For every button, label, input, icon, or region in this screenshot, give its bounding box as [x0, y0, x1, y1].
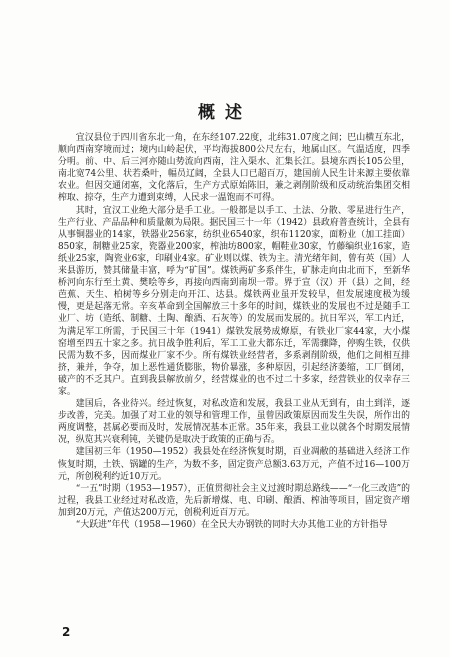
paragraph-5: “一五”时期（1953—1957），正值贯彻社会主义过渡时期总路线——“一化三改造”的过程，我县工业经过对私改造，先后新增煤、电、印刷、酿酒、榨油等项目，固定资产增加到20万元，产值达200万元，创税利近百万元。 [58, 483, 410, 518]
body-text [58, 132, 410, 531]
paragraph-2: 其时，宜汉工业绝大部分是手工业。一般都是以手工、土法、分散、零星进行生产，生产行业、产品品种和质量颇为局限。据民国三十一年（1942）县政府普查统计，全县有从事铜器业的14家，铁器业256家，纺织业6540家，织布1120家，面粉业（加工挂面）850家，制糖业25家，瓷器业200家，榨油坊800家，帽鞋业30家，竹藤编织业16家，造纸业25家，陶瓷业6家，印刷业4家。矿业则以煤、铁为主。清光绪年间，曾有英（国）人来县游历，赞其储量丰富，呼为“矿国”。煤铁两矿多系伴生，矿脉走向由北而下，至新华桥河向东行至土黄、樊哙等乡，再接向西南到南坝一带。界于宣（汉）开（县）之间，经芭蕉、天生、柏树等乡分别走向开江、达县。煤铁两业虽开发较早，但发展速度极为缓慢，更是起落无常。辛亥革命到全国解放三十多年的时间，煤铁业的发展也不过是随手工业厂、坊（造纸、制糖、土陶、酿酒、石灰等）的发展而发展的。抗日军兴，军工内迁，为满足军工所需，于民国三十年（1941）煤铁发展势成燎原，有铁业厂家44家，大小煤窑增至四五十家之多。抗日战争胜利后，军工工业大都东迁，军需骤降，停购生铁，仅供民需为数不多，因而煤业厂家不少。所有煤铁业经营者，多系剥削阶级，他们之间相互排挤，兼并，争夺，加上恶性通货膨胀，物价暴涨，多种原因，引起经济萎缩，工厂倒闭，破产的不乏其户。直到我县解放前夕，经营煤业的也不过二十多家，经营铁业的仅幸存三家。 [58, 205, 410, 397]
page-title: 概述 [198, 103, 252, 123]
page-number: 2 [62, 625, 71, 639]
paragraph-6: “大跃进”年代（1958—1960）在全民大办钢铁的同时大办其他工业的方针指导 [75, 520, 388, 530]
paragraph-1: 宜汉县位于四川省东北一角，在东经107.22度，北纬31.07度之间；巴山横互东北，顺向西南穿境而过；境内山岭起伏，平均海拔800公尺左右，地属山区。气温适度，四季分明。前、中、后三河亦随山势流向西南，注入渠水、汇集长江。县境东西长105公里，南北宽74公里、状若桑叶，幅员辽阔，全县人口已超百万，建国前人民生计来源主要依靠农业。但因交通闭塞，文化落后，生产方式原始陈旧，兼之剥削阶级和反动统治集团交相榨取、掠夺，生产力遭到束缚，人民求一温饱而不可得。 [58, 133, 410, 204]
paragraph-3: 建国后，各业待兴。经过恢复，对私改造和发展，我县工业从无到有，由土到洋，逐步改善，完美。加强了对工业的领导和管理工作，虽曾因政策原因而发生失误，所作出的两度调整，甚属必要而及时，发展情况基本正常。35年来，我县工业以就各个时期发展情况，纵览其兴衰利钝，关键仍是取决于政策的正确与否。 [58, 399, 410, 446]
paragraph-4: 建国初三年（1950—1952）我县处在经济恢复时期，百业凋敝的基础进入经济工作恢复时期，土铁、锅罐的生产，为数不多，固定资产总额3.63万元，产值不过16—100万元，所创税利约近10万元。 [58, 447, 410, 482]
